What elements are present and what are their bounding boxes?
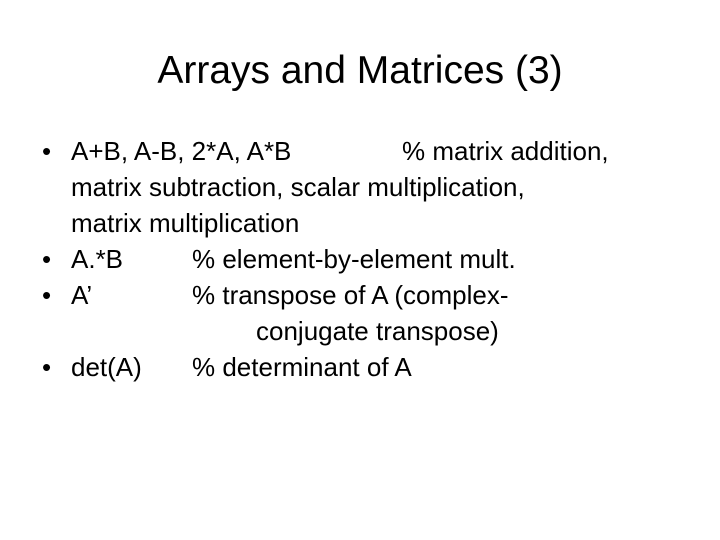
slide-title: Arrays and Matrices (3) xyxy=(157,49,563,92)
bullet-marker: • xyxy=(42,136,52,166)
comment-text: % element-by-element mult. xyxy=(192,244,516,274)
list-item-continuation xyxy=(42,169,702,205)
list-item-continuation xyxy=(42,313,702,349)
comment-text: conjugate transpose) xyxy=(256,316,499,346)
list-item xyxy=(42,277,702,313)
code-expression: A+B, A-B, 2*A, A*B xyxy=(71,136,292,166)
list-item xyxy=(42,349,702,385)
bullet-list xyxy=(42,133,702,385)
list-item-continuation xyxy=(42,205,702,241)
list-item xyxy=(42,241,702,277)
comment-text: matrix subtraction, scalar multiplication, xyxy=(71,172,525,202)
comment-text: % matrix addition, xyxy=(402,136,609,166)
code-expression: det(A) xyxy=(71,352,142,382)
list-item xyxy=(42,133,702,169)
code-expression: A.*B xyxy=(71,244,124,274)
bullet-marker: • xyxy=(42,244,52,274)
bullet-marker: • xyxy=(42,280,52,310)
comment-text: % determinant of A xyxy=(192,352,412,382)
comment-text: matrix multiplication xyxy=(71,208,300,238)
comment-text: % transpose of A (complex- xyxy=(192,280,509,310)
bullet-marker: • xyxy=(42,352,52,382)
code-expression: A’ xyxy=(71,280,93,310)
